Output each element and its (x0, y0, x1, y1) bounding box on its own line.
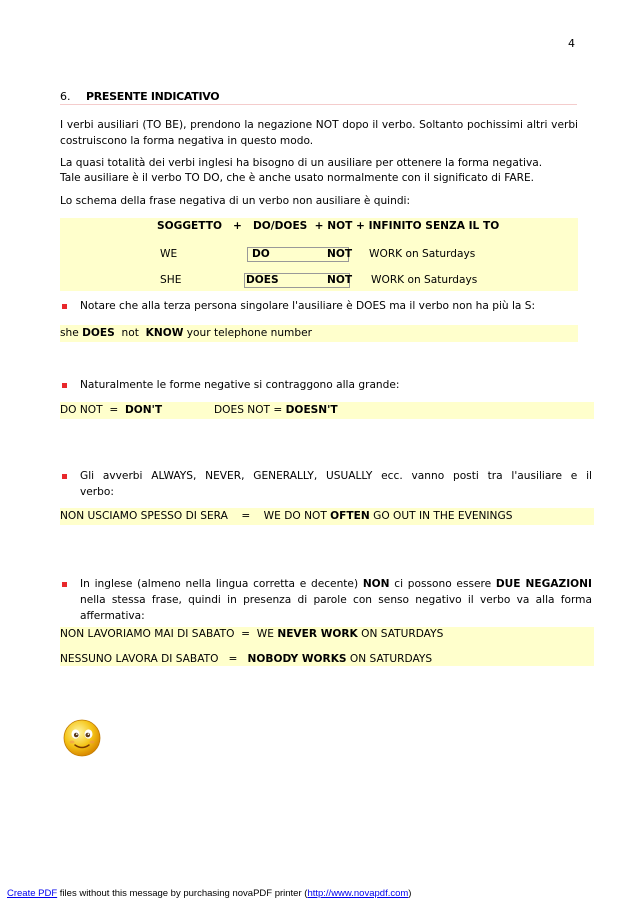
bullet-icon (62, 474, 67, 479)
note-4-text: In inglese (almeno nella lingua corretta e decente) NON ci possono essere DUE NEGAZIONI nella stessa frase, quindi in presenza di parole con senso negativo il verbo va alla forma affermativa: (80, 578, 592, 622)
page-number: 4 (568, 37, 575, 50)
scheme-row2-neg: NOT (327, 274, 353, 286)
scheme-row1-subject: WE (160, 248, 178, 260)
note-2 (60, 377, 592, 393)
note-1-text: Notare che alla terza persona singolare l'ausiliare è DOES ma il verbo non ha più la S: (80, 300, 536, 312)
smiley-face-icon (62, 718, 102, 758)
scheme-row1-aux: DO (252, 248, 270, 260)
note-4-example-1: NON LAVORIAMO MAI DI SABATO = WE NEVER WORK ON SATURDAYS (60, 628, 444, 640)
intro-paragraph-2a: La quasi totalità dei verbi inglesi ha bisogno di un ausiliare per ottenere la forma negativa. (60, 157, 543, 169)
note-4 (60, 576, 592, 624)
section-title: PRESENTE INDICATIVO (86, 90, 220, 103)
bullet-icon (62, 304, 67, 309)
footer-notice: Create PDF files without this message by purchasing novaPDF printer (http://www.novapdf.com) (7, 888, 412, 899)
note-4-example-2: NESSUNO LAVORA DI SABATO = NOBODY WORKS ON SATURDAYS (60, 653, 433, 665)
scheme-row1-neg: NOT (327, 248, 353, 260)
bullet-icon (62, 582, 67, 587)
note-2-text: Naturalmente le forme negative si contraggono alla grande: (80, 379, 400, 391)
intro-paragraph-1: I verbi ausiliari (TO BE), prendono la negazione NOT dopo il verbo. Soltanto pochissimi altri verbi costruiscono la forma negativa in questo modo. (60, 119, 578, 147)
create-pdf-link[interactable]: Create PDF (7, 888, 58, 899)
note-1-example: she DOES not KNOW your telephone number (60, 327, 312, 339)
note-2-example-a: DO NOT = DON'T (60, 404, 163, 416)
scheme-header: SOGGETTO + DO/DOES + NOT + INFINITO SENZA IL TO (157, 220, 500, 232)
scheme-row1-verb: WORK on Saturdays (369, 248, 476, 260)
scheme-row2-subject: SHE (160, 274, 182, 286)
section-heading (60, 90, 219, 103)
intro-paragraph-3: Lo schema della frase negativa di un verbo non ausiliare è quindi: (60, 195, 411, 207)
note-2-example-b: DOES NOT = DOESN'T (214, 404, 338, 416)
novapdf-link[interactable]: http://www.novapdf.com (307, 888, 409, 899)
note-3-text: Gli avverbi ALWAYS, NEVER, GENERALLY, USUALLY ecc. vanno posti tra l'ausiliare e il verbo: (80, 470, 592, 498)
note-1 (60, 298, 592, 314)
note-3 (60, 468, 592, 500)
scheme-row2-aux: DOES (246, 274, 279, 286)
intro-paragraph-2b: Tale ausiliare è il verbo TO DO, che è anche usato normalmente con il significato di FARE. (60, 172, 535, 184)
note-3-example: NON USCIAMO SPESSO DI SERA = WE DO NOT OFTEN GO OUT IN THE EVENINGS (60, 510, 513, 522)
section-number: 6. (60, 90, 71, 103)
scheme-row2-verb: WORK on Saturdays (371, 274, 478, 286)
bullet-icon (62, 383, 67, 388)
heading-underline (60, 104, 577, 105)
